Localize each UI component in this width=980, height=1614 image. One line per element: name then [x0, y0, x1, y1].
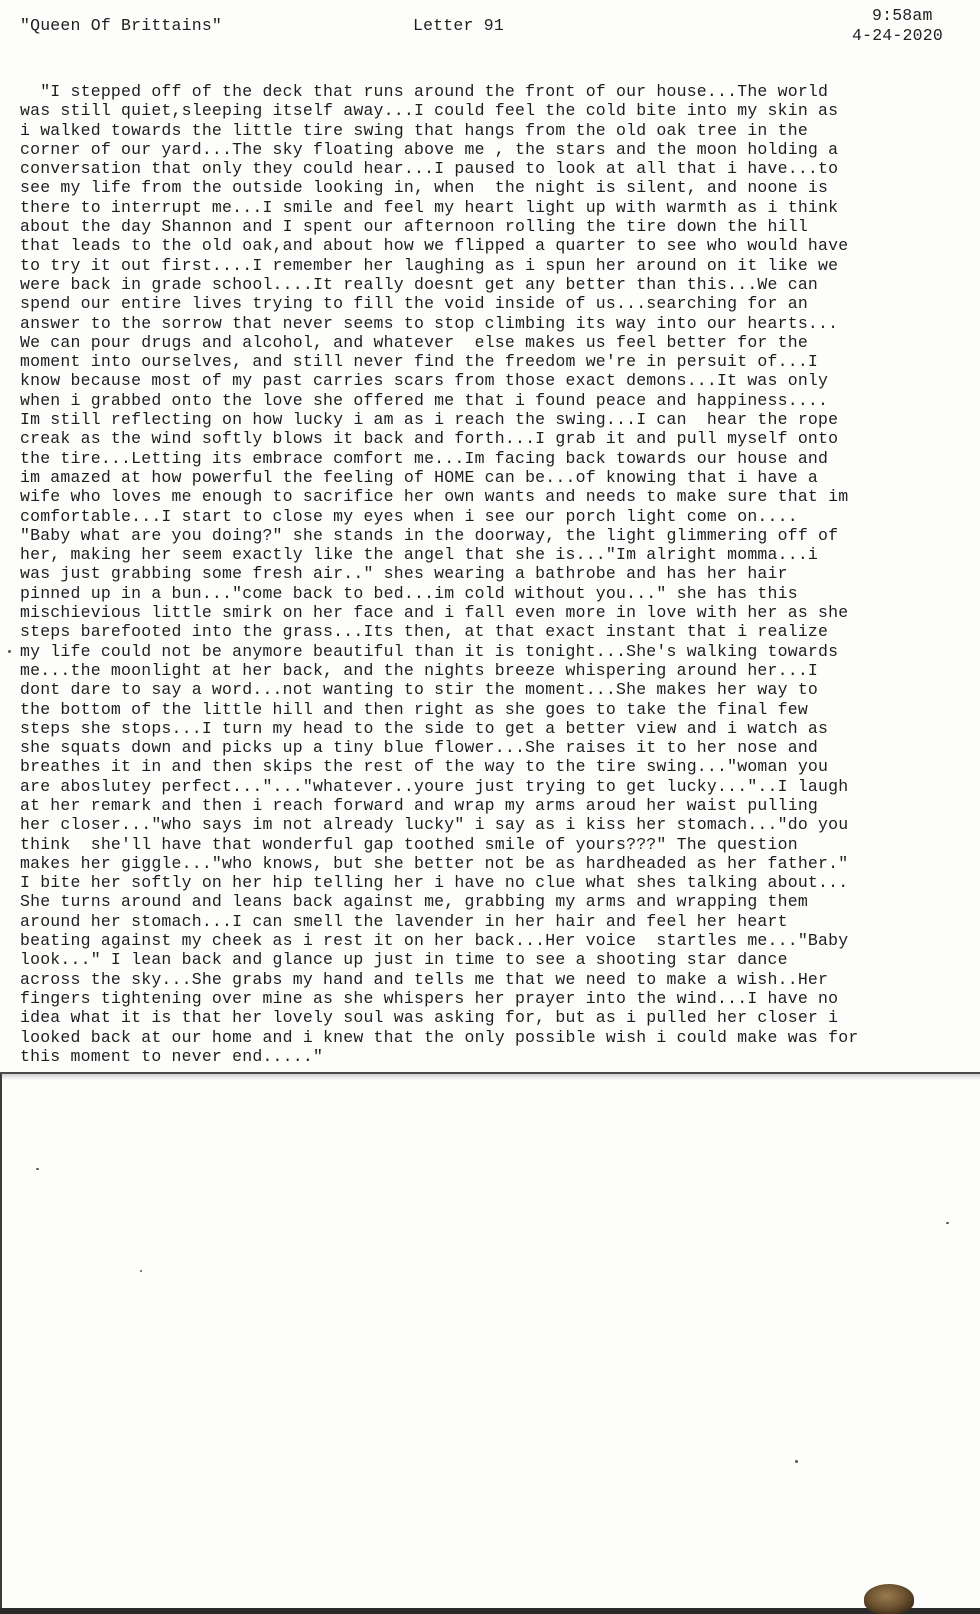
paper-stain [864, 1584, 914, 1614]
paper-speck [8, 650, 11, 653]
letter-time: 9:58am [872, 6, 933, 25]
scan-bottom-edge [0, 1608, 980, 1614]
letter-date: 4-24-2020 [852, 26, 943, 45]
page-fold-shadow [0, 1074, 980, 1080]
letter-body: "I stepped off of the deck that runs around the front of our house...The world was still quiet,sleeping itself away...I could feel the cold bite into my skin as i walked towards the little tire swing that hangs from the old oak tree in the corner of our yard...The sky floating above me , the stars and the moon holding a conversation that only they could hear...I paused to look at all that i have...to see my life from the outside looking in, when the night is silent, and noone is there to interrupt me...I smile and feel my heart light up with warmth as i think about the day Shannon and I spent our afternoon rolling the tire down the hill that leads to the old oak,and about how we flipped a quarter to see who would have to try it out first....I remember her laughing as i spun her around on it like we were back in grade school....It really doesnt get any better than this...We can spend our entire lives trying to fill the void inside of us...searching for an answer to the sorrow that never seems to stop climbing its way into our hearts... We can pour drugs and alcohol, and whatever else makes us feel better for the moment into ourselves, and still never find the freedom we're in persuit of...I know because most of my past carries scars from those exact demons...It was only when i grabbed onto the love she offered me that i found peace and happiness.... Im still reflecting on how lucky i am as i reach the swing...I can hear the rope creak as the wind softly blows it back and forth...I grab it and pull myself onto the tire...Letting its embrace comfort me...Im facing back towards our house and im amazed at how powerful the feeling of HOME can be...of knowing that i have a wife who loves me enough to sacrifice her own wants and needs to make sure that im comfortable...I start to close my eyes when i see our porch light come on.... "Baby what are you doing?" she stands in the doorway, the light glimmering off of her, making her seem exactly like the angel that she is..."Im alright momma...i was just grabbing some fresh air.." shes wearing a bathrobe and has her hair pinned up in a bun..."come back to bed...im cold without you..." she has this mischievious little smirk on her face and i fall even more in love with her as she steps barefooted into the grass...Its then, at that exact instant that i realize my life could not be anymore beautiful than it is tonight...She's walking towards me...the moonlight at her back, and the nights breeze whispering around her...I dont dare to say a word...not wanting to stir the moment...She makes her way to the bottom of the little hill and then right as she goes to take the final few steps she stops...I turn my head to the side to get a better view and i watch as she squats down and picks up a tiny blue flower...She raises it to her nose and breathes it in and then skips the rest of the way to the tire swing..."woman you are aboslutey perfect..."..."whatever..youre just trying to get lucky..."..I laugh at her remark and then i reach forward and wrap my arms aroud her waist pulling her closer..."who says im not already lucky" i say as i kiss her stomach..."do you think she'll have that wonderful gap toothed smile of yours???" The question makes her giggle..."who knows, but she better not be as hardheaded as her father." I bite her softly on her hip telling her i have no clue what shes talking about... She turns around and leans back against me, grabbing my arms and wrapping them around her stomach...I can smell the lavender in her hair and feel her heart beating against my cheek as i rest it on her back...Her voice startles me..."Baby look..." I lean back and glance up just in time to see a shooting star dance across the sky...She grabs my hand and tells me that we need to make a wish..Her fingers tightening over mine as she whispers her prayer into the wind...I have no idea what it is that her lovely soul was asking for, but as i pulled her closer i looked back at our home and i knew that the only possible wish i could make was for this moment to never end....." [20, 82, 859, 1066]
paper-speck [795, 1460, 798, 1463]
letter-number: Letter 91 [413, 16, 504, 35]
scan-left-edge [0, 1074, 2, 1614]
paper-speck [946, 1222, 949, 1224]
letter-title: "Queen Of Brittains" [20, 16, 223, 35]
paper-speck [36, 1168, 39, 1170]
paper-speck [140, 1270, 142, 1272]
